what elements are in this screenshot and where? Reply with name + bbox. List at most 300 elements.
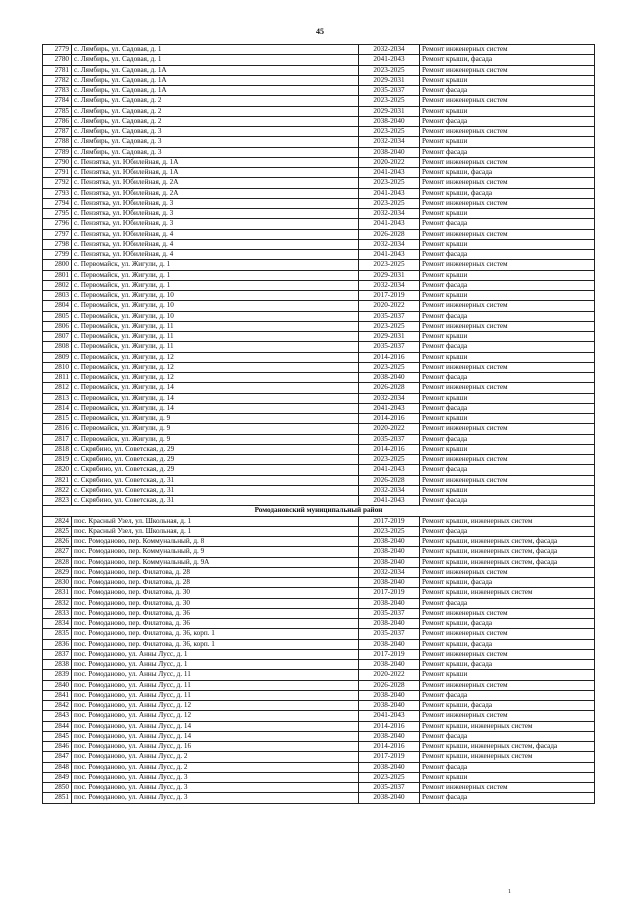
address-cell: пос. Ромоданово, ул. Анны Лусс, д. 1	[72, 649, 359, 659]
table-row	[43, 639, 595, 649]
work-type-cell: Ремонт крыши	[420, 485, 595, 495]
row-number-cell: 2839	[43, 670, 72, 680]
period-cell: 2032-2034	[359, 485, 420, 495]
table-row	[43, 219, 595, 229]
address-cell: пос. Ромоданово, ул. Анны Лусс, д. 1	[72, 660, 359, 670]
work-type-cell: Ремонт крыши, инженерных систем, фасада	[420, 557, 595, 567]
row-number-cell: 2804	[43, 301, 72, 311]
period-cell: 2038-2040	[359, 660, 420, 670]
address-cell: пос. Ромоданово, ул. Анны Лусс, д. 3	[72, 793, 359, 803]
address-cell: пос. Ромоданово, ул. Анны Лусс, д. 12	[72, 711, 359, 721]
row-number-cell: 2797	[43, 229, 72, 239]
period-cell: 2038-2040	[359, 116, 420, 126]
row-number-cell: 2850	[43, 783, 72, 793]
address-cell: пос. Ромоданово, ул. Анны Лусс, д. 2	[72, 752, 359, 762]
address-cell: с. Лямбирь, ул. Садовая, д. 2	[72, 106, 359, 116]
period-cell: 2032-2034	[359, 567, 420, 577]
work-type-cell: Ремонт фасада	[420, 219, 595, 229]
work-type-cell: Ремонт инженерных систем	[420, 65, 595, 75]
period-cell: 2014-2016	[359, 352, 420, 362]
table-row	[43, 373, 595, 383]
row-number-cell: 2828	[43, 557, 72, 567]
table-row	[43, 403, 595, 413]
address-cell: с. Первомайск, ул. Жигули, д. 12	[72, 362, 359, 372]
period-cell: 2029-2031	[359, 106, 420, 116]
period-cell: 2035-2037	[359, 434, 420, 444]
row-number-cell: 2833	[43, 608, 72, 618]
table-row	[43, 157, 595, 167]
row-number-cell: 2785	[43, 106, 72, 116]
row-number-cell: 2836	[43, 639, 72, 649]
work-type-cell: Ремонт фасада	[420, 465, 595, 475]
address-cell: с. Скрябино, ул. Советская, д. 29	[72, 444, 359, 454]
work-type-cell: Ремонт фасада	[420, 147, 595, 157]
period-cell: 2032-2034	[359, 280, 420, 290]
address-cell: с. Первомайск, ул. Жигули, д. 1	[72, 260, 359, 270]
row-number-cell: 2848	[43, 762, 72, 772]
work-type-cell: Ремонт крыши	[420, 332, 595, 342]
address-cell: с. Лямбирь, ул. Садовая, д. 1А	[72, 86, 359, 96]
address-cell: пос. Ромоданово, ул. Анны Лусс, д. 2	[72, 762, 359, 772]
period-cell: 2038-2040	[359, 547, 420, 557]
table-row	[43, 690, 595, 700]
address-cell: с. Первомайск, ул. Жигули, д. 11	[72, 332, 359, 342]
period-cell: 2035-2037	[359, 608, 420, 618]
section-header-row	[43, 506, 595, 516]
period-cell: 2038-2040	[359, 373, 420, 383]
work-type-cell: Ремонт крыши, инженерных систем, фасада	[420, 742, 595, 752]
period-cell: 2038-2040	[359, 701, 420, 711]
period-cell: 2041-2043	[359, 496, 420, 506]
work-type-cell: Ремонт инженерных систем	[420, 629, 595, 639]
table-row	[43, 783, 595, 793]
address-cell: пос. Ромоданово, пер. Коммунальный, д. 9	[72, 547, 359, 557]
work-type-cell: Ремонт крыши	[420, 670, 595, 680]
work-type-cell: Ремонт инженерных систем	[420, 783, 595, 793]
period-cell: 2017-2019	[359, 291, 420, 301]
period-cell: 2038-2040	[359, 537, 420, 547]
period-cell: 2032-2034	[359, 45, 420, 55]
row-number-cell: 2832	[43, 598, 72, 608]
work-type-cell: Ремонт инженерных систем	[420, 198, 595, 208]
address-cell: с. Скрябино, ул. Советская, д. 31	[72, 485, 359, 495]
row-number-cell: 2830	[43, 578, 72, 588]
table-row	[43, 239, 595, 249]
table-row	[43, 434, 595, 444]
table-row	[43, 55, 595, 65]
row-number-cell: 2793	[43, 188, 72, 198]
work-type-cell: Ремонт инженерных систем	[420, 157, 595, 167]
work-type-cell: Ремонт крыши, инженерных систем, фасада	[420, 537, 595, 547]
table-row	[43, 229, 595, 239]
work-type-cell: Ремонт инженерных систем	[420, 362, 595, 372]
work-type-cell: Ремонт крыши, инженерных систем, фасада	[420, 547, 595, 557]
table-row	[43, 721, 595, 731]
row-number-cell: 2846	[43, 742, 72, 752]
row-number-cell: 2817	[43, 434, 72, 444]
row-number-cell: 2840	[43, 680, 72, 690]
table-row	[43, 393, 595, 403]
address-cell: с. Первомайск, ул. Жигули, д. 11	[72, 321, 359, 331]
row-number-cell: 2843	[43, 711, 72, 721]
period-cell: 2020-2022	[359, 424, 420, 434]
work-type-cell: Ремонт крыши, инженерных систем	[420, 721, 595, 731]
table-row	[43, 496, 595, 506]
address-cell: пос. Ромоданово, пер. Филатова, д. 36	[72, 619, 359, 629]
work-type-cell: Ремонт крыши	[420, 444, 595, 454]
row-number-cell: 2810	[43, 362, 72, 372]
address-cell: с. Пензятка, ул. Юбилейная, д. 2А	[72, 188, 359, 198]
table-row	[43, 65, 595, 75]
period-cell: 2035-2037	[359, 311, 420, 321]
work-type-cell: Ремонт крыши	[420, 291, 595, 301]
address-cell: с. Пензятка, ул. Юбилейная, д. 4	[72, 250, 359, 260]
work-type-cell: Ремонт крыши, фасада	[420, 578, 595, 588]
address-cell: пос. Ромоданово, ул. Анны Лусс, д. 12	[72, 701, 359, 711]
period-cell: 2023-2025	[359, 772, 420, 782]
work-type-cell: Ремонт фасада	[420, 342, 595, 352]
row-number-cell: 2800	[43, 260, 72, 270]
work-type-cell: Ремонт инженерных систем	[420, 680, 595, 690]
table-row	[43, 537, 595, 547]
period-cell: 2038-2040	[359, 578, 420, 588]
table-row	[43, 209, 595, 219]
table-row	[43, 772, 595, 782]
work-type-cell: Ремонт крыши, фасада	[420, 639, 595, 649]
address-cell: с. Лямбирь, ул. Садовая, д. 2	[72, 96, 359, 106]
work-type-cell: Ремонт крыши	[420, 270, 595, 280]
address-cell: с. Лямбирь, ул. Садовая, д. 3	[72, 147, 359, 157]
address-cell: с. Скрябино, ул. Советская, д. 29	[72, 465, 359, 475]
table-row	[43, 762, 595, 772]
work-type-cell: Ремонт инженерных систем	[420, 260, 595, 270]
table-row	[43, 352, 595, 362]
table-row	[43, 383, 595, 393]
row-number-cell: 2780	[43, 55, 72, 65]
period-cell: 2038-2040	[359, 639, 420, 649]
period-cell: 2041-2043	[359, 188, 420, 198]
address-cell: с. Первомайск, ул. Жигули, д. 9	[72, 414, 359, 424]
row-number-cell: 2807	[43, 332, 72, 342]
table-row	[43, 444, 595, 454]
address-cell: пос. Ромоданово, пер. Филатова, д. 36	[72, 608, 359, 618]
work-type-cell: Ремонт фасада	[420, 434, 595, 444]
work-type-cell: Ремонт инженерных систем	[420, 649, 595, 659]
period-cell: 2017-2019	[359, 588, 420, 598]
work-type-cell: Ремонт фасада	[420, 116, 595, 126]
address-cell: с. Скрябино, ул. Советская, д. 31	[72, 475, 359, 485]
table-row	[43, 455, 595, 465]
work-type-cell: Ремонт инженерных систем	[420, 711, 595, 721]
table-row	[43, 752, 595, 762]
row-number-cell: 2809	[43, 352, 72, 362]
row-number-cell: 2799	[43, 250, 72, 260]
work-type-cell: Ремонт фасада	[420, 762, 595, 772]
period-cell: 2038-2040	[359, 731, 420, 741]
address-cell: пос. Ромоданово, пер. Филатова, д. 30	[72, 588, 359, 598]
work-type-cell: Ремонт крыши	[420, 137, 595, 147]
row-number-cell: 2811	[43, 373, 72, 383]
row-number-cell: 2837	[43, 649, 72, 659]
table-row	[43, 516, 595, 526]
table-row	[43, 198, 595, 208]
address-cell: пос. Ромоданово, ул. Анны Лусс, д. 14	[72, 721, 359, 731]
row-number-cell: 2824	[43, 516, 72, 526]
period-cell: 2029-2031	[359, 270, 420, 280]
address-cell: с. Первомайск, ул. Жигули, д. 9	[72, 434, 359, 444]
row-number-cell: 2831	[43, 588, 72, 598]
table-row	[43, 680, 595, 690]
period-cell: 2032-2034	[359, 393, 420, 403]
address-cell: пос. Ромоданово, ул. Анны Лусс, д. 3	[72, 783, 359, 793]
table-row	[43, 670, 595, 680]
row-number-cell: 2838	[43, 660, 72, 670]
work-type-cell: Ремонт крыши, инженерных систем	[420, 516, 595, 526]
address-cell: с. Пензятка, ул. Юбилейная, д. 2А	[72, 178, 359, 188]
section-title: Ромодановский муниципальный район	[43, 506, 595, 516]
table-row	[43, 96, 595, 106]
row-number-cell: 2826	[43, 537, 72, 547]
row-number-cell: 2784	[43, 96, 72, 106]
work-type-cell: Ремонт крыши, фасада	[420, 619, 595, 629]
address-cell: пос. Ромоданово, ул. Анны Лусс, д. 11	[72, 690, 359, 700]
address-cell: с. Лямбирь, ул. Садовая, д. 3	[72, 127, 359, 137]
period-cell: 2038-2040	[359, 619, 420, 629]
row-number-cell: 2798	[43, 239, 72, 249]
row-number-cell: 2787	[43, 127, 72, 137]
period-cell: 2020-2022	[359, 670, 420, 680]
row-number-cell: 2789	[43, 147, 72, 157]
table-row	[43, 168, 595, 178]
table-row	[43, 424, 595, 434]
period-cell: 2026-2028	[359, 383, 420, 393]
period-cell: 2020-2022	[359, 157, 420, 167]
work-type-cell: Ремонт инженерных систем	[420, 567, 595, 577]
row-number-cell: 2815	[43, 414, 72, 424]
address-cell: с. Первомайск, ул. Жигули, д. 10	[72, 301, 359, 311]
address-cell: с. Лямбирь, ул. Садовая, д. 1А	[72, 75, 359, 85]
address-cell: с. Лямбирь, ул. Садовая, д. 1	[72, 45, 359, 55]
row-number-cell: 2795	[43, 209, 72, 219]
address-cell: с. Первомайск, ул. Жигули, д. 1	[72, 270, 359, 280]
page-number: 45	[316, 27, 324, 36]
work-type-cell: Ремонт инженерных систем	[420, 455, 595, 465]
work-type-cell: Ремонт фасада	[420, 280, 595, 290]
address-cell: пос. Ромоданово, ул. Анны Лусс, д. 16	[72, 742, 359, 752]
address-cell: с. Пензятка, ул. Юбилейная, д. 3	[72, 198, 359, 208]
work-type-cell: Ремонт крыши	[420, 209, 595, 219]
work-type-cell: Ремонт фасада	[420, 793, 595, 803]
address-cell: пос. Ромоданово, пер. Филатова, д. 28	[72, 567, 359, 577]
address-cell: с. Пензятка, ул. Юбилейная, д. 1А	[72, 157, 359, 167]
table-row	[43, 342, 595, 352]
address-cell: пос. Ромоданово, ул. Анны Лусс, д. 14	[72, 731, 359, 741]
work-type-cell: Ремонт инженерных систем	[420, 424, 595, 434]
address-cell: с. Лямбирь, ул. Садовая, д. 3	[72, 137, 359, 147]
table-row	[43, 598, 595, 608]
row-number-cell: 2851	[43, 793, 72, 803]
period-cell: 2041-2043	[359, 465, 420, 475]
table-row	[43, 711, 595, 721]
row-number-cell: 2814	[43, 403, 72, 413]
period-cell: 2038-2040	[359, 690, 420, 700]
work-type-cell: Ремонт фасада	[420, 311, 595, 321]
table-row	[43, 116, 595, 126]
period-cell: 2041-2043	[359, 250, 420, 260]
address-cell: с. Скрябино, ул. Советская, д. 29	[72, 455, 359, 465]
row-number-cell: 2820	[43, 465, 72, 475]
address-cell: с. Первомайск, ул. Жигули, д. 14	[72, 383, 359, 393]
work-type-cell: Ремонт инженерных систем	[420, 321, 595, 331]
period-cell: 2041-2043	[359, 403, 420, 413]
work-type-cell: Ремонт инженерных систем	[420, 475, 595, 485]
period-cell: 2026-2028	[359, 680, 420, 690]
period-cell: 2014-2016	[359, 721, 420, 731]
period-cell: 2023-2025	[359, 455, 420, 465]
table-row	[43, 588, 595, 598]
work-type-cell: Ремонт инженерных систем	[420, 229, 595, 239]
table-row	[43, 86, 595, 96]
work-type-cell: Ремонт фасада	[420, 526, 595, 536]
period-cell: 2041-2043	[359, 168, 420, 178]
work-type-cell: Ремонт инженерных систем	[420, 127, 595, 137]
address-cell: с. Первомайск, ул. Жигули, д. 10	[72, 291, 359, 301]
period-cell: 2014-2016	[359, 414, 420, 424]
row-number-cell: 2822	[43, 485, 72, 495]
table-row	[43, 660, 595, 670]
table-row	[43, 280, 595, 290]
address-cell: с. Первомайск, ул. Жигули, д. 12	[72, 373, 359, 383]
address-cell: с. Первомайск, ул. Жигули, д. 14	[72, 393, 359, 403]
row-number-cell: 2834	[43, 619, 72, 629]
row-number-cell: 2786	[43, 116, 72, 126]
table-row	[43, 649, 595, 659]
table-row	[43, 619, 595, 629]
table-row	[43, 578, 595, 588]
address-cell: пос. Красный Узел, ул. Школьная, д. 1	[72, 516, 359, 526]
table-row	[43, 629, 595, 639]
period-cell: 2032-2034	[359, 239, 420, 249]
row-number-cell: 2813	[43, 393, 72, 403]
period-cell: 2041-2043	[359, 55, 420, 65]
address-cell: пос. Ромоданово, ул. Анны Лусс, д. 11	[72, 680, 359, 690]
work-type-cell: Ремонт крыши	[420, 772, 595, 782]
period-cell: 2035-2037	[359, 342, 420, 352]
period-cell: 2014-2016	[359, 742, 420, 752]
row-number-cell: 2796	[43, 219, 72, 229]
row-number-cell: 2783	[43, 86, 72, 96]
table-row	[43, 147, 595, 157]
table-row	[43, 75, 595, 85]
table-row	[43, 567, 595, 577]
address-cell: с. Первомайск, ул. Жигули, д. 12	[72, 352, 359, 362]
period-cell: 2026-2028	[359, 475, 420, 485]
row-number-cell: 2802	[43, 280, 72, 290]
address-cell: с. Пензятка, ул. Юбилейная, д. 3	[72, 209, 359, 219]
period-cell: 2038-2040	[359, 557, 420, 567]
period-cell: 2020-2022	[359, 301, 420, 311]
address-cell: пос. Ромоданово, пер. Коммунальный, д. 9А	[72, 557, 359, 567]
period-cell: 2017-2019	[359, 516, 420, 526]
work-type-cell: Ремонт фасада	[420, 250, 595, 260]
work-type-cell: Ремонт инженерных систем	[420, 301, 595, 311]
table-row	[43, 793, 595, 803]
work-type-cell: Ремонт крыши, фасада	[420, 55, 595, 65]
table-row	[43, 188, 595, 198]
work-type-cell: Ремонт инженерных систем	[420, 383, 595, 393]
row-number-cell: 2849	[43, 772, 72, 782]
work-type-cell: Ремонт крыши, фасада	[420, 168, 595, 178]
table-row	[43, 270, 595, 280]
row-number-cell: 2791	[43, 168, 72, 178]
table-row	[43, 526, 595, 536]
work-type-cell: Ремонт крыши, фасада	[420, 188, 595, 198]
period-cell: 2023-2025	[359, 178, 420, 188]
period-cell: 2023-2025	[359, 96, 420, 106]
work-type-cell: Ремонт крыши, фасада	[420, 701, 595, 711]
address-cell: с. Первомайск, ул. Жигули, д. 10	[72, 311, 359, 321]
work-type-cell: Ремонт инженерных систем	[420, 608, 595, 618]
address-cell: пос. Ромоданово, ул. Анны Лусс, д. 3	[72, 772, 359, 782]
work-type-cell: Ремонт крыши	[420, 106, 595, 116]
table-row	[43, 485, 595, 495]
period-cell: 2023-2025	[359, 362, 420, 372]
work-type-cell: Ремонт крыши	[420, 239, 595, 249]
row-number-cell: 2829	[43, 567, 72, 577]
address-cell: с. Лямбирь, ул. Садовая, д. 1А	[72, 65, 359, 75]
work-type-cell: Ремонт крыши, инженерных систем	[420, 588, 595, 598]
row-number-cell: 2818	[43, 444, 72, 454]
period-cell: 2017-2019	[359, 752, 420, 762]
row-number-cell: 2801	[43, 270, 72, 280]
table-row	[43, 332, 595, 342]
address-cell: пос. Ромоданово, пер. Коммунальный, д. 8	[72, 537, 359, 547]
capital-repair-table	[42, 44, 595, 804]
address-cell: пос. Ромоданово, ул. Анны Лусс, д. 11	[72, 670, 359, 680]
work-type-cell: Ремонт инженерных систем	[420, 45, 595, 55]
table-row	[43, 731, 595, 741]
table-row	[43, 127, 595, 137]
row-number-cell: 2805	[43, 311, 72, 321]
period-cell: 2017-2019	[359, 649, 420, 659]
work-type-cell: Ремонт инженерных систем	[420, 178, 595, 188]
row-number-cell: 2821	[43, 475, 72, 485]
row-number-cell: 2825	[43, 526, 72, 536]
period-cell: 2041-2043	[359, 219, 420, 229]
table-row	[43, 362, 595, 372]
table-row	[43, 475, 595, 485]
row-number-cell: 2842	[43, 701, 72, 711]
work-type-cell: Ремонт крыши	[420, 393, 595, 403]
period-cell: 2032-2034	[359, 209, 420, 219]
work-type-cell: Ремонт фасада	[420, 403, 595, 413]
period-cell: 2023-2025	[359, 260, 420, 270]
period-cell: 2014-2016	[359, 444, 420, 454]
table-row	[43, 465, 595, 475]
period-cell: 2029-2031	[359, 332, 420, 342]
row-number-cell: 2841	[43, 690, 72, 700]
address-cell: с. Лямбирь, ул. Садовая, д. 2	[72, 116, 359, 126]
work-type-cell: Ремонт крыши, фасада	[420, 660, 595, 670]
table-row	[43, 250, 595, 260]
work-type-cell: Ремонт крыши, инженерных систем	[420, 752, 595, 762]
work-type-cell: Ремонт инженерных систем	[420, 96, 595, 106]
row-number-cell: 2827	[43, 547, 72, 557]
footer-mark: 1	[508, 889, 511, 895]
row-number-cell: 2782	[43, 75, 72, 85]
period-cell: 2035-2037	[359, 783, 420, 793]
address-cell: с. Первомайск, ул. Жигули, д. 11	[72, 342, 359, 352]
